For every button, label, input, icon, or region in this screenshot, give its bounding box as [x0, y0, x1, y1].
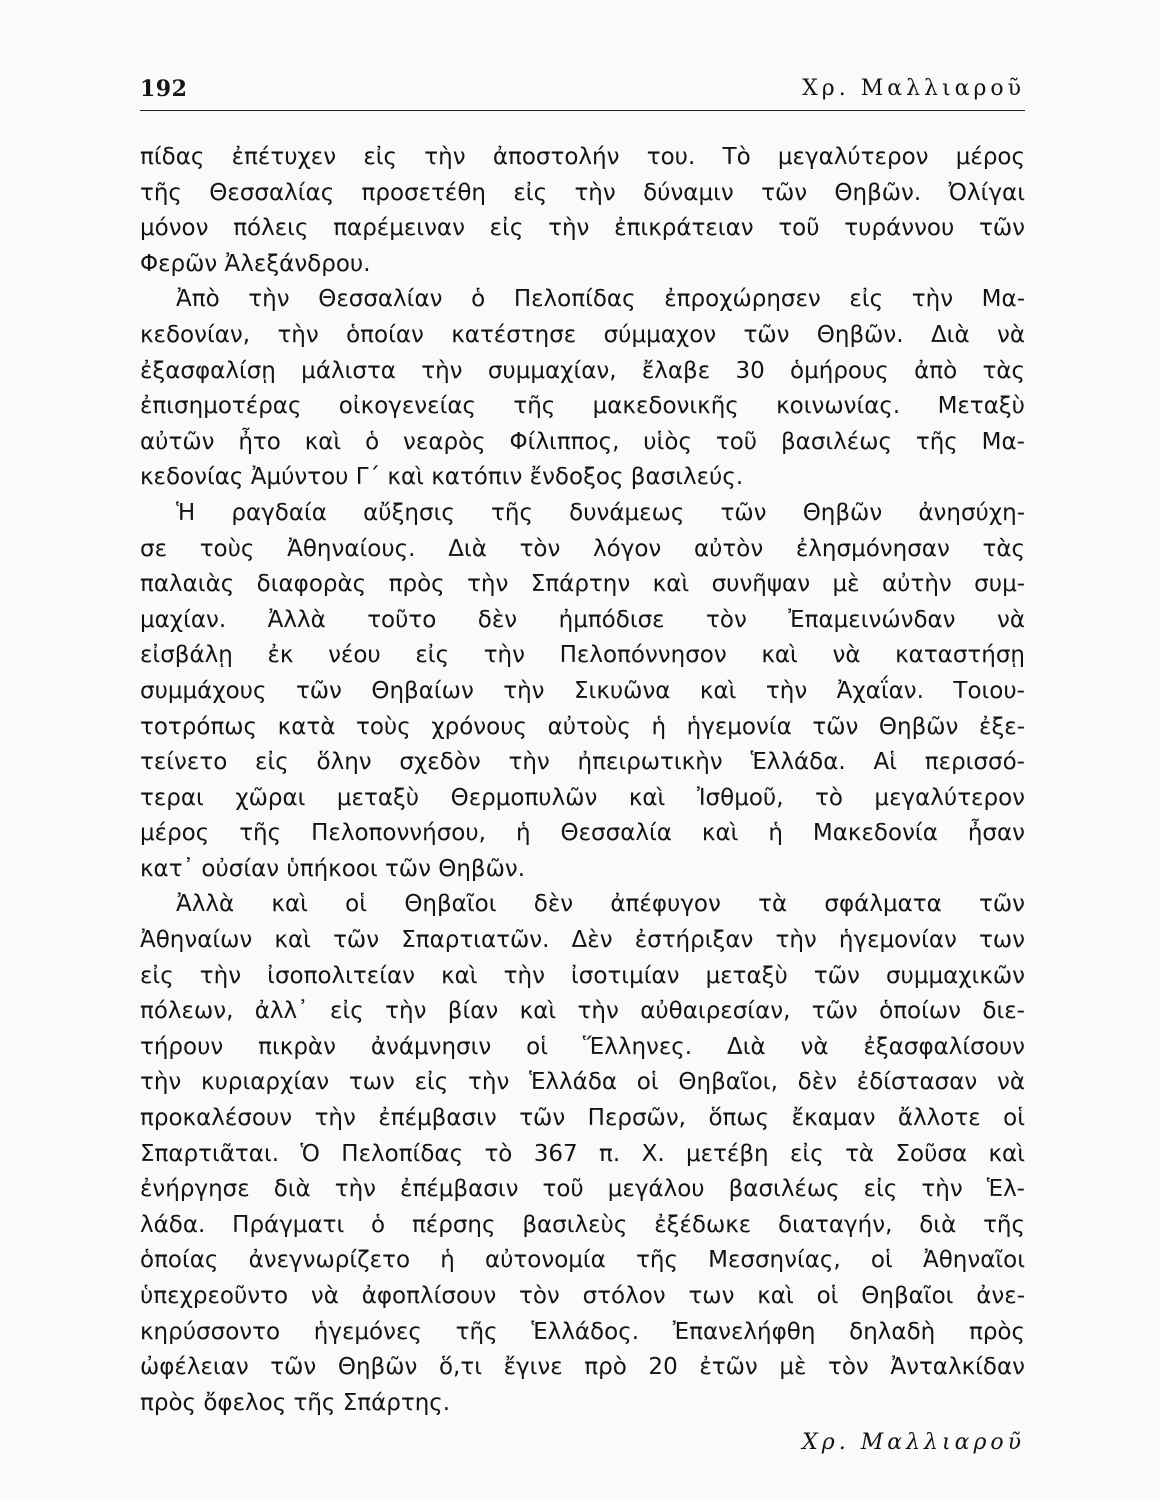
text-line: παλαιὰς διαφορὰς πρὸς τὴν Σπάρτην καὶ συνῆψαν μὲ αὐτὴν συμ- [140, 571, 1025, 598]
text-line: πρὸς ὄφελος τῆς Σπάρτης. [140, 1389, 451, 1416]
text-line: Ἀθηναίων καὶ τῶν Σπαρτιατῶν. Δὲν ἐστήριξαν τὴν ἡγεμονίαν των [140, 927, 1025, 954]
running-head: Χρ. Μαλλιαροῦ [802, 76, 1025, 101]
text-line: τείνετο εἰς ὅλην σχεδὸν τὴν ἠπειρωτικὴν Ἑλλάδα. Αἱ περισσό- [140, 749, 1025, 776]
text-line: κεδονίας Ἀμύντου Γ΄ καὶ κατόπιν ἔνδοξος βασιλεύς. [140, 464, 744, 491]
paragraph [140, 496, 1025, 888]
text-line: τεραι χῶραι μεταξὺ Θερμοπυλῶν καὶ Ἰσθμοῦ, τὸ μεγαλύτερον [140, 784, 1025, 811]
text-line: μαχίαν. Ἀλλὰ τοῦτο δὲν ἠμπόδισε τὸν Ἐπαμεινώνδαν νὰ [140, 606, 1025, 633]
page-number: 192 [140, 76, 188, 102]
text-line: ἐξασφαλίσῃ μάλιστα τὴν συμμαχίαν, ἔλαβε 30 ὁμήρους ἀπὸ τὰς [140, 357, 1025, 384]
text-line: ὠφέλειαν τῶν Θηβῶν ὅ,τι ἔγινε πρὸ 20 ἐτῶν μὲ τὸν Ἀνταλκίδαν [140, 1354, 1025, 1381]
text-line: τοτρόπως κατὰ τοὺς χρόνους αὐτοὺς ἡ ἡγεμονία τῶν Θηβῶν ἐξε- [140, 713, 1025, 740]
text-line: πόλεων, ἀλλ᾽ εἰς τὴν βίαν καὶ τὴν αὐθαιρεσίαν, τῶν ὁποίων διε- [140, 998, 1025, 1025]
text-line: κεδονίαν, τὴν ὁποίαν κατέστησε σύμμαχον τῶν Θηβῶν. Διὰ νὰ [140, 321, 1025, 348]
text-line: ἐπισημοτέρας οἰκογενείας τῆς μακεδονικῆς κοινωνίας. Μεταξὺ [140, 393, 1025, 420]
text-line: πίδας ἐπέτυχεν εἰς τὴν ἀποστολήν του. Τὸ μεγαλύτερον μέρος [140, 144, 1025, 170]
author-signature: Χρ. Μαλλιαροῦ [802, 1430, 1025, 1455]
text-line: τῆς Θεσσαλίας προσετέθη εἰς τὴν δύναμιν τῶν Θηβῶν. Ὀλίγαι [140, 179, 1025, 206]
text-line: μέρος τῆς Πελοποννήσου, ἡ Θεσσαλία καὶ ἡ Μακεδονία ἦσαν [140, 820, 1025, 847]
paragraph [140, 282, 1025, 496]
text-line: εἰς τὴν ἰσοπολιτείαν καὶ τὴν ἰσοτιμίαν μεταξὺ τῶν συμμαχικῶν [140, 962, 1025, 989]
page-header [140, 70, 1025, 111]
text-line: Σπαρτιᾶται. Ὁ Πελοπίδας τὸ 367 π. Χ. μετέβη εἰς τὰ Σοῦσα καὶ [140, 1140, 1025, 1167]
text-line: μόνον πόλεις παρέμειναν εἰς τὴν ἐπικράτειαν τοῦ τυράννου τῶν [140, 215, 1025, 242]
paragraph [140, 887, 1025, 1421]
text-line: εἰσβάλῃ ἐκ νέου εἰς τὴν Πελοπόννησον καὶ νὰ καταστήσῃ [140, 642, 1025, 669]
text-line: Φερῶν Ἀλεξάνδρου. [140, 250, 371, 277]
text-line: σε τοὺς Ἀθηναίους. Διὰ τὸν λόγον αὐτὸν ἐλησμόνησαν τὰς [140, 535, 1025, 562]
text-line: Ἡ ραγδαία αὔξησις τῆς δυνάμεως τῶν Θηβῶν ἀνησύχη- [176, 499, 1025, 526]
text-line: κατ᾽ οὐσίαν ὑπήκοοι τῶν Θηβῶν. [140, 855, 526, 882]
paragraph [140, 140, 1025, 282]
text-line: τήρουν πικρὰν ἀνάμνησιν οἱ Ἕλληνες. Διὰ νὰ ἐξασφαλίσουν [140, 1033, 1025, 1060]
text-line: λάδα. Πράγματι ὁ πέρσης βασιλεὺς ἐξέδωκε διαταγήν, διὰ τῆς [140, 1211, 1025, 1238]
text-line: Ἀπὸ τὴν Θεσσαλίαν ὁ Πελοπίδας ἐπροχώρησεν εἰς τὴν Μα- [176, 286, 1025, 313]
text-line: ὑπεχρεοῦντο νὰ ἀφοπλίσουν τὸν στόλον των καὶ οἱ Θηβαῖοι ἀνε- [140, 1283, 1025, 1309]
text-line: προκαλέσουν τὴν ἐπέμβασιν τῶν Περσῶν, ὅπως ἔκαμαν ἄλλοτε οἱ [140, 1105, 1025, 1132]
text-line: αὐτῶν ἦτο καὶ ὁ νεαρὸς Φίλιππος, υἱὸς τοῦ βασιλέως τῆς Μα- [140, 428, 1025, 455]
text-line: Ἀλλὰ καὶ οἱ Θηβαῖοι δὲν ἀπέφυγον τὰ σφάλματα τῶν [176, 891, 1025, 918]
text-line: τὴν κυριαρχίαν των εἰς τὴν Ἑλλάδα οἱ Θηβαῖοι, δὲν ἐδίστασαν νὰ [140, 1069, 1025, 1096]
text-line: ὁποίας ἀνεγνωρίζετο ἡ αὐτονομία τῆς Μεσσηνίας, οἱ Ἀθηναῖοι [140, 1247, 1025, 1274]
text-line: κηρύσσοντο ἡγεμόνες τῆς Ἑλλάδος. Ἐπανελήφθη δηλαδὴ πρὸς [140, 1318, 1025, 1345]
text-line: ἐνήργησε διὰ τὴν ἐπέμβασιν τοῦ μεγάλου βασιλέως εἰς τὴν Ἑλ- [140, 1176, 1025, 1203]
body-text [140, 140, 1025, 1421]
text-line: συμμάχους τῶν Θηβαίων τὴν Σικυῶνα καὶ τὴν Ἀχαΐαν. Τοιου- [140, 677, 1025, 704]
